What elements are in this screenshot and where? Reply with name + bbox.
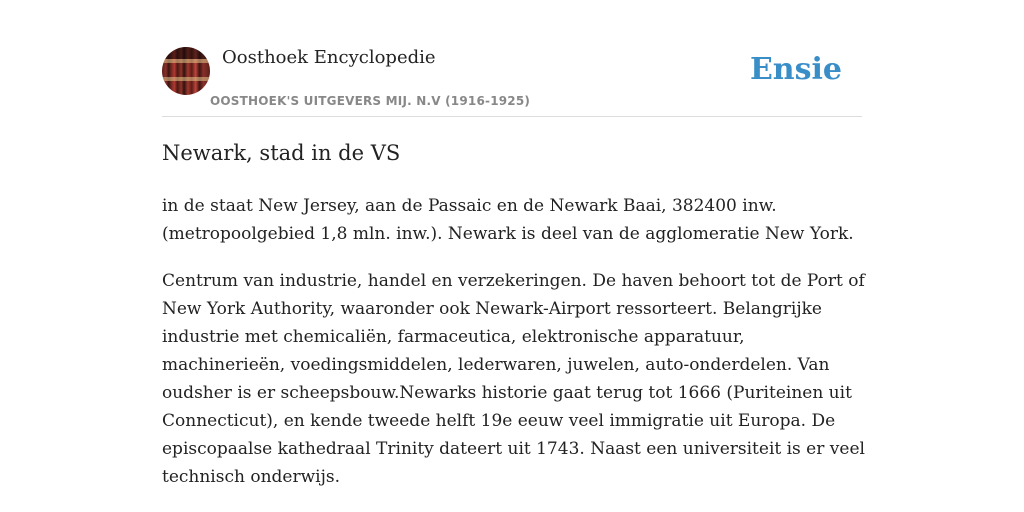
avatar-shade xyxy=(162,47,210,59)
source-name-link[interactable]: Oosthoek Encyclopedie xyxy=(222,47,436,68)
brand-logo-link[interactable]: Ensie xyxy=(749,52,842,87)
article-title: Newark, stad in de VS xyxy=(162,141,401,165)
source-publisher: OOSTHOEK'S UITGEVERS MIJ. N.V (1916-1925) xyxy=(210,94,531,108)
avatar-band xyxy=(162,77,210,81)
source-header xyxy=(162,44,862,117)
article-paragraph: in de staat New Jersey, aan de Passaic en de Newark Baai, 382400 inw. (metropoolgebied 1,8 mln. inw.). Newark is deel van de agglomeratie New York. xyxy=(162,196,854,244)
avatar-band xyxy=(162,59,210,63)
article-paragraph: Centrum van industrie, handel en verzekeringen. De haven behoort tot de Port of New York Authority, waaronder ook Newark-Airport ressorteert. Belangrijke industrie met chemicaliën, farmaceutica, elektronische apparatuur, machinerieën, voedingsmiddelen, lederwaren, juwelen, auto-onderdelen. Van oudsher is er scheepsbouw.Newarks historie gaat terug tot 1666 (Puriteinen uit Connecticut), en kende tweede helft 19e eeuw veel immigratie uit Europa. De episcopaalse kathedraal Trinity dateert uit 1743. Naast een universiteit is er veel technisch onderwijs. xyxy=(162,271,865,487)
encyclopedia-books-icon[interactable] xyxy=(162,47,210,95)
